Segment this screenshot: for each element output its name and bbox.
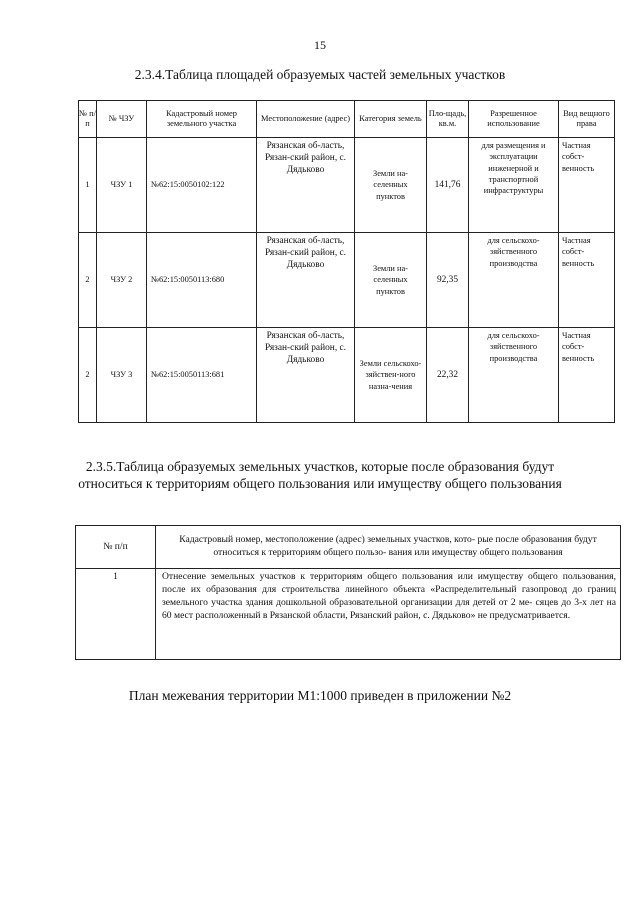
areas-table: [78, 100, 615, 423]
cell-cadastral: №62:15:0050102:122: [147, 138, 257, 233]
cell-location: Рязанская об-ласть, Рязан-ский район, с. Дядьково: [257, 328, 355, 423]
cell-right: Частная собст-венность: [559, 328, 615, 423]
cell-area: 92,35: [427, 233, 469, 328]
header-description: Кадастровый номер, местоположение (адрес) земельных участков, кото- рые после образования будут относиться к территориям общего пользо- вания или имуществу общего пользования: [156, 526, 621, 569]
header-area: Пло-щадь, кв.м.: [427, 101, 469, 138]
table-row: [76, 569, 621, 660]
cell-location: Рязанская об-ласть, Рязан-ский район, с. Дядьково: [257, 138, 355, 233]
header-num: № п/п: [76, 526, 156, 569]
table-header-row: [76, 526, 621, 569]
plan-note: План межевания территории М1:1000 приведен в приложении №2: [128, 688, 512, 703]
cell-right: Частная собст-венность: [559, 138, 615, 233]
table-header-row: [79, 101, 615, 138]
section-title-public-plots: 2.3.5.Таблица образуемых земельных участков, которые после образования будут относиться к территориям общего пользования или имуществу общего пользования: [78, 459, 562, 492]
header-right: Вид вещного права: [559, 101, 615, 138]
header-chzu: № ЧЗУ: [97, 101, 147, 138]
table-row: [79, 328, 615, 423]
cell-num: 2: [79, 233, 97, 328]
cell-num: 2: [79, 328, 97, 423]
table-row: [79, 233, 615, 328]
cell-area: 141,76: [427, 138, 469, 233]
cell-location: Рязанская об-ласть, Рязан-ский район, с. Дядьково: [257, 233, 355, 328]
cell-use: для размещения и эксплуатации инженерной и транспортной инфраструктуры: [469, 138, 559, 233]
header-use: Разрешенное использование: [469, 101, 559, 138]
page-number: 15: [314, 38, 326, 52]
cell-num: 1: [76, 569, 156, 660]
cell-use: для сельскохо-зяйственного производства: [469, 328, 559, 423]
cell-use: для сельскохо-зяйственного производства: [469, 233, 559, 328]
cell-chzu: ЧЗУ 3: [97, 328, 147, 423]
cell-chzu: ЧЗУ 2: [97, 233, 147, 328]
cell-category: Земли на-селенных пунктов: [355, 138, 427, 233]
cell-chzu: ЧЗУ 1: [97, 138, 147, 233]
table-row: [79, 138, 615, 233]
cell-right: Частная собст-венность: [559, 233, 615, 328]
cell-cadastral: №62:15:0050113:680: [147, 233, 257, 328]
header-cadastral: Кадастровый номер земельного участка: [147, 101, 257, 138]
section-title-areas: 2.3.4.Таблица площадей образуемых частей земельных участков: [134, 67, 506, 82]
header-category: Категория земель: [355, 101, 427, 138]
cell-num: 1: [79, 138, 97, 233]
header-location: Местоположение (адрес): [257, 101, 355, 138]
cell-category: Земли на-селенных пунктов: [355, 233, 427, 328]
public-plots-table: [75, 525, 621, 660]
cell-description: Отнесение земельных участков к территориям общего пользования или имуществу общего пользования, после их образования для строительства линейного объекта «Распределительный газопровод до границ земельного участка здания дошкольной образовательной организации для детей от 2 ме- сяцев до 3-х лет на 60 мест расположенный в Рязанской области, Рязанский район, с. Дядьково» не предусматривается.: [156, 569, 621, 660]
header-num: № п/п: [79, 101, 97, 138]
cell-category: Земли сельскохо-зяйствен-ного назна-чения: [355, 328, 427, 423]
cell-cadastral: №62:15:0050113:681: [147, 328, 257, 423]
cell-area: 22,32: [427, 328, 469, 423]
